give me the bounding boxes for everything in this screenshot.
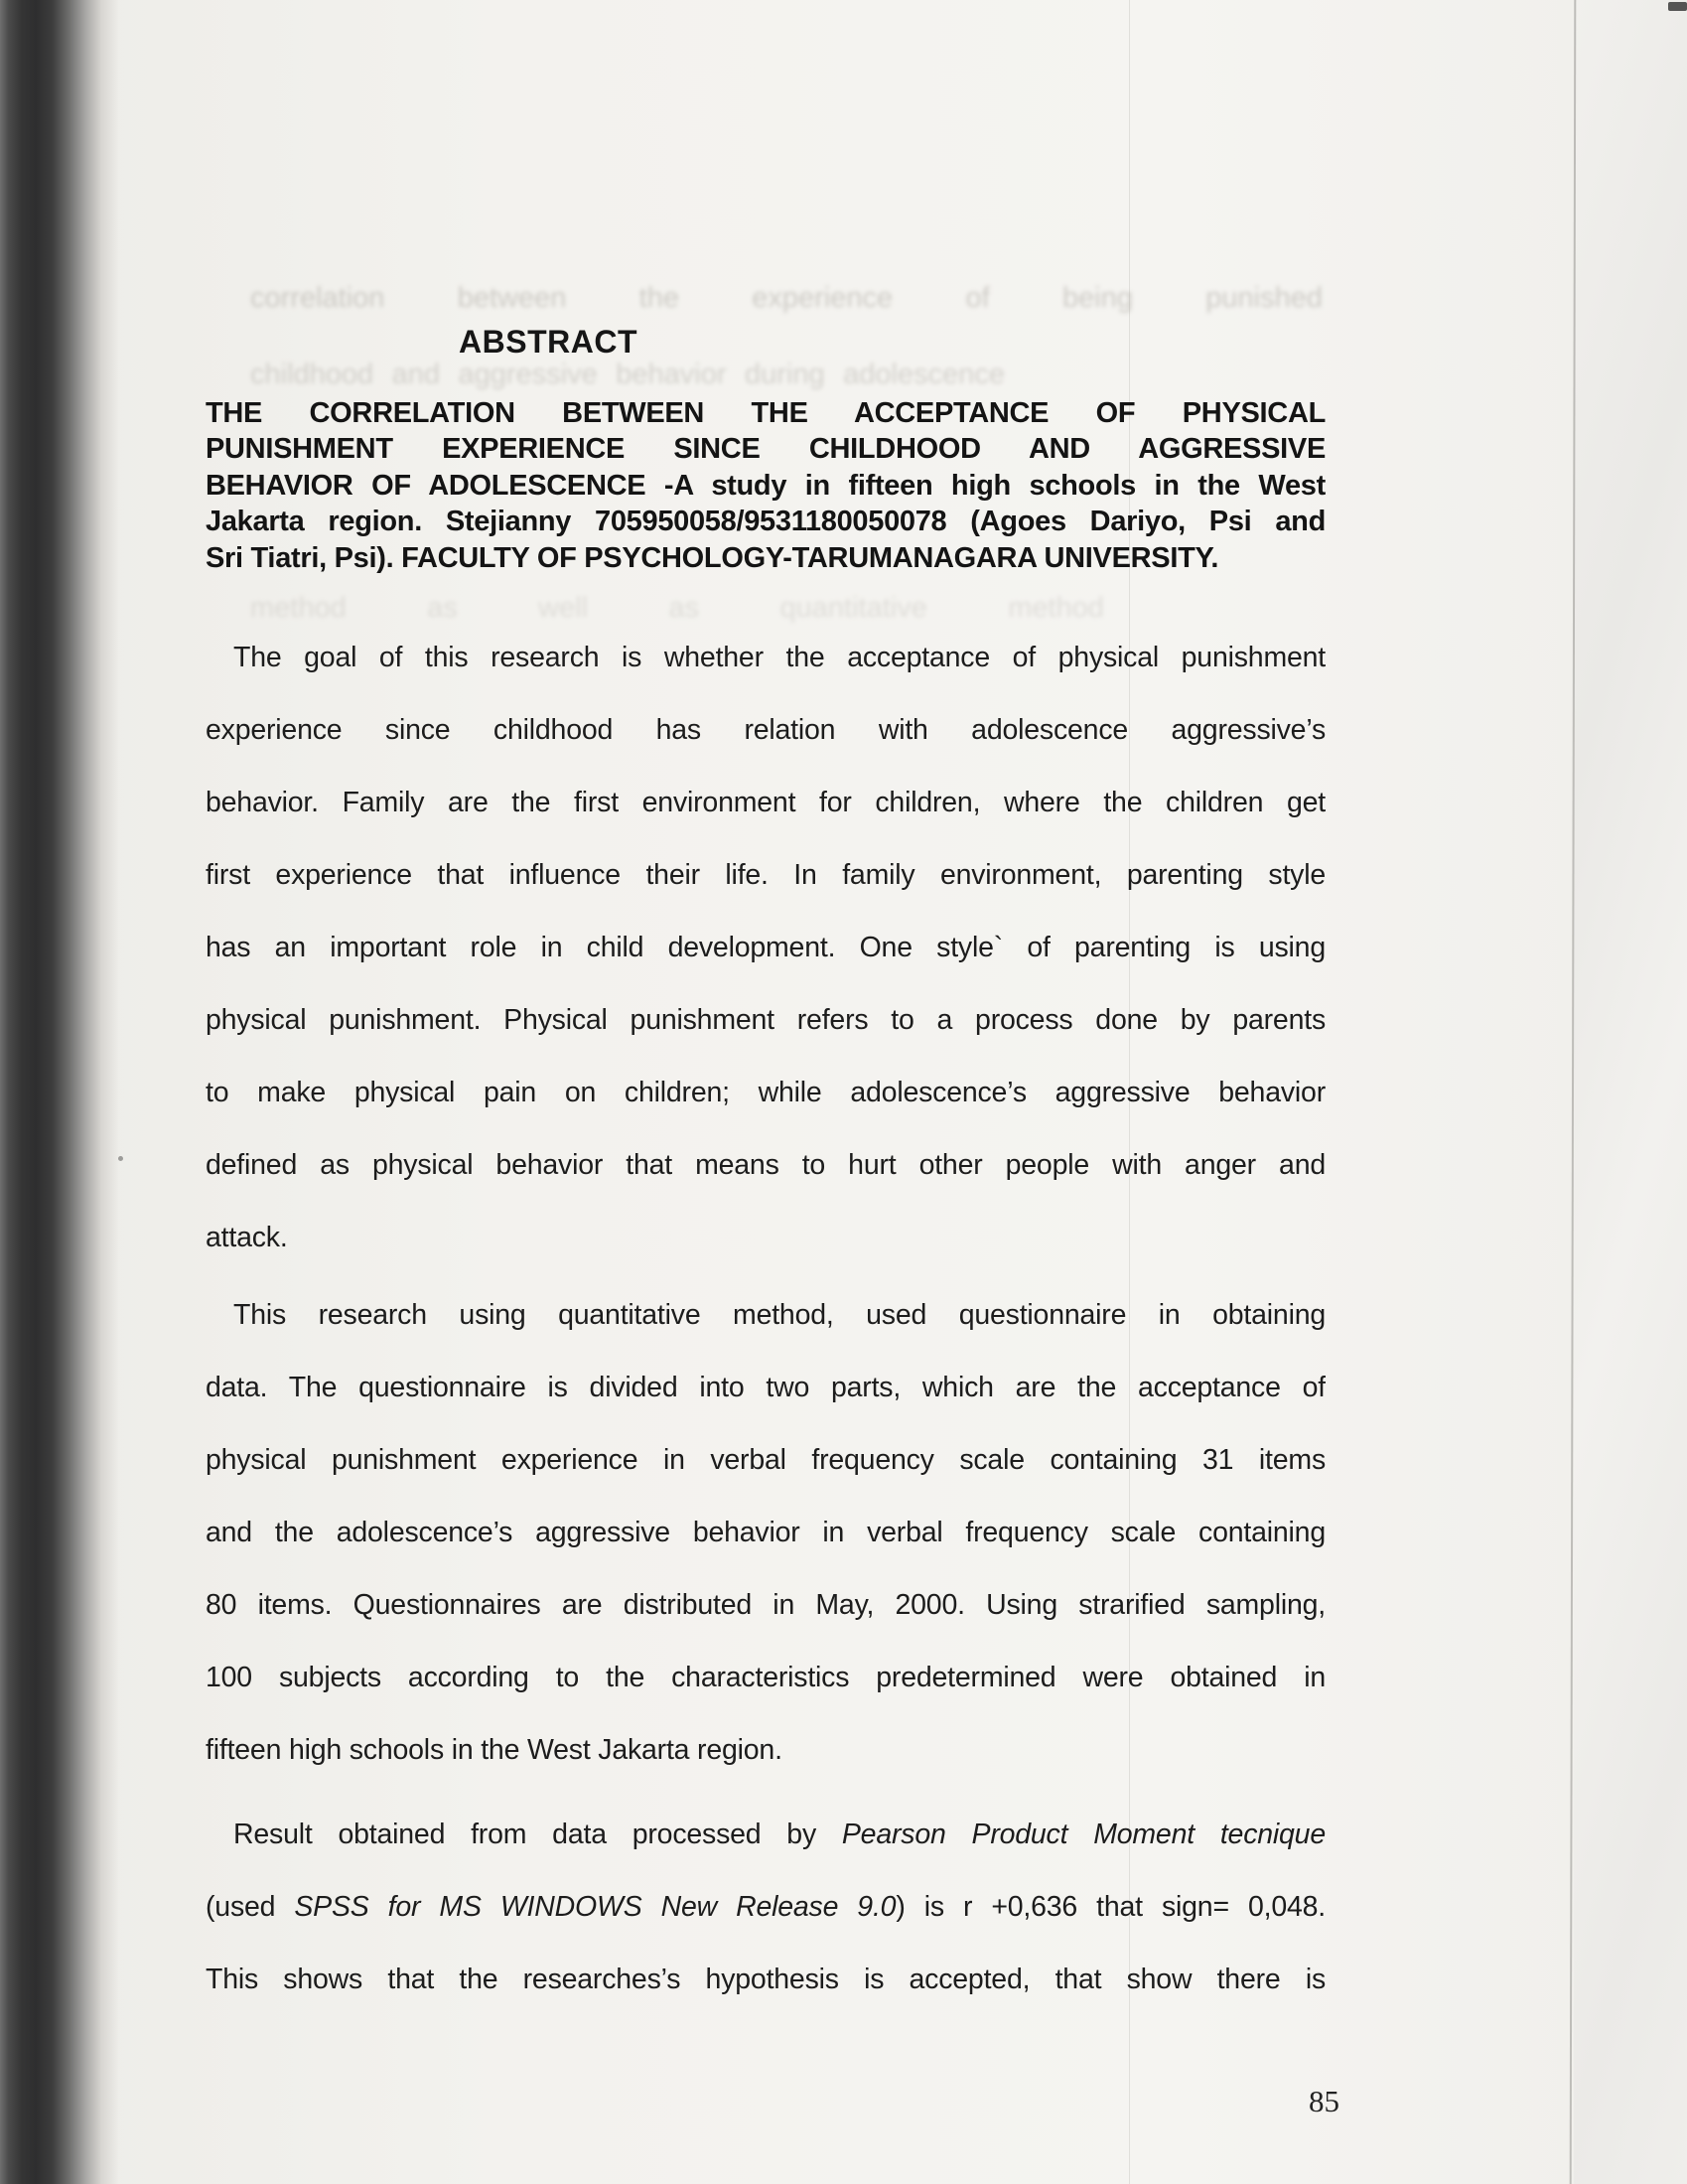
title-line: Sri Tiatri, Psi). FACULTY OF PSYCHOLOGY-TARUMANAGARA UNIVERSITY. (206, 541, 1219, 574)
text-line: fifteen high schools in the West Jakarta region. (206, 1734, 782, 1766)
page-number: 85 (1309, 2084, 1339, 2118)
scan-artifact-dot (118, 1156, 123, 1161)
italic-text-run: Pearson Product Moment tecnique (841, 1819, 1326, 1850)
text-line: This research using quantitative method, used questionnaire in obtaining (233, 1299, 1326, 1331)
text-line: physical punishment experience in verbal frequency scale containing 31 items (206, 1444, 1326, 1476)
text-line: to make physical pain on children; while adolescence’s aggressive behavior (206, 1077, 1326, 1108)
scan-artifact-speck (1668, 2, 1687, 11)
title-line: THE CORRELATION BETWEEN THE ACCEPTANCE OF PHYSICAL (206, 397, 1326, 429)
text-run: (used (206, 1891, 295, 1923)
bleedthrough-text-line: childhood and aggressive behavior during adolescence (250, 359, 1005, 390)
text-run: Result obtained from data processed by (233, 1819, 842, 1850)
text-run: ) is r +0,636 that sign= 0,048. (896, 1891, 1326, 1923)
abstract-heading: ABSTRACT (459, 324, 637, 360)
text-line (206, 1871, 1326, 1944)
book-binding-shadow (0, 0, 119, 2184)
text-line: defined as physical behavior that means to hurt other people with anger and (206, 1149, 1326, 1181)
text-line: has an important role in child development. One style` of parenting is using (206, 932, 1326, 963)
text-line: 80 items. Questionnaires are distributed in May, 2000. Using strarified sampling, (206, 1589, 1326, 1621)
title-line: BEHAVIOR OF ADOLESCENCE -A study in fifteen high schools in the West (206, 469, 1326, 502)
italic-text-run: SPSS for MS WINDOWS New Release 9.0 (294, 1891, 897, 1923)
page-edge-zone (1574, 0, 1687, 2184)
abstract-paragraph-1 (206, 622, 1326, 1274)
title-line: Jakarta region. Stejianny 705950058/9531180050078 (Agoes Dariyo, Psi and (206, 506, 1326, 538)
abstract-paragraph-2 (206, 1279, 1326, 1787)
title-line: PUNISHMENT EXPERIENCE SINCE CHILDHOOD AND AGGRESSIVE (206, 433, 1326, 466)
text-line: experience since childhood has relation with adolescence aggressive’s (206, 714, 1326, 746)
abstract-paragraph-3 (206, 1799, 1326, 2016)
text-line: data. The questionnaire is divided into two parts, which are the acceptance of (206, 1372, 1326, 1403)
text-line: first experience that influence their life. In family environment, parenting style (206, 859, 1326, 891)
text-line: physical punishment. Physical punishment refers to a process done by parents (206, 1004, 1326, 1036)
bleedthrough-text-line: correlation between the experience of being punished (250, 282, 1323, 314)
text-line: 100 subjects according to the characteristics predetermined were obtained in (206, 1662, 1326, 1693)
bleedthrough-text-line: method as well as quantitative method (250, 592, 1104, 624)
text-line (206, 1799, 1326, 1871)
thesis-title-block (206, 395, 1326, 576)
text-line: and the adolescence’s aggressive behavior in verbal frequency scale containing (206, 1517, 1326, 1548)
text-line: The goal of this research is whether the acceptance of physical punishment (233, 642, 1326, 673)
text-line: behavior. Family are the first environment for children, where the children get (206, 787, 1326, 818)
text-line: attack. (206, 1222, 288, 1253)
text-line: This shows that the researches’s hypothesis is accepted, that show there is (206, 1964, 1326, 1995)
